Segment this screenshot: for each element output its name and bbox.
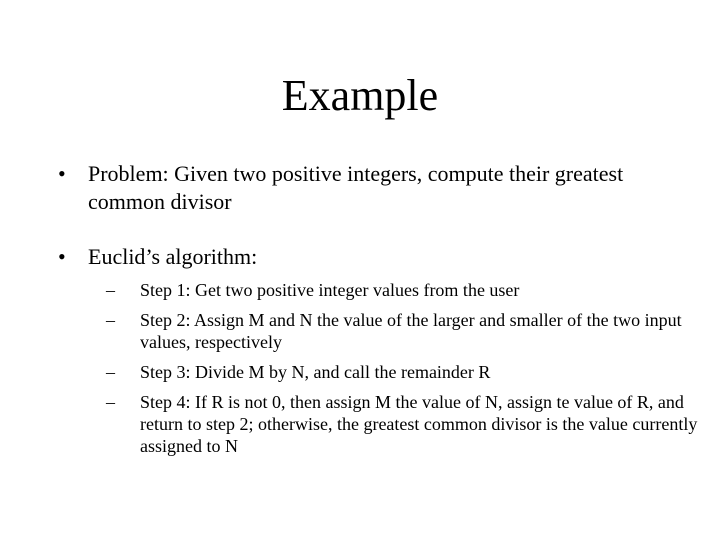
sub-bullet-text: Step 3: Divide M by N, and call the remainder R [140,362,491,382]
bullet-item-euclid [58,243,698,457]
bullet-list [58,160,698,465]
sub-bullet-list [98,279,698,457]
bullet-dot-icon: • [58,161,66,186]
dash-icon: – [106,362,115,382]
dash-icon: – [106,280,115,300]
sub-bullet-text: Step 4: If R is not 0, then assign M the value of N, assign te value of R, and return to step 2; otherwise, the greatest common divisor is the value currently assigned to N [140,392,698,456]
sub-bullet-step-1 [98,279,698,301]
sub-bullet-step-3 [98,361,698,383]
dash-icon: – [106,310,115,330]
bullet-text: Euclid’s algorithm: [88,244,258,269]
dash-icon: – [106,392,115,412]
bullet-text: Problem: Given two positive integers, compute their greatest common divisor [88,161,624,214]
sub-bullet-step-4 [98,391,698,457]
sub-bullet-text: Step 2: Assign M and N the value of the larger and smaller of the two input values, respectively [140,310,682,352]
sub-bullet-text: Step 1: Get two positive integer values from the user [140,280,520,300]
bullet-dot-icon: • [58,244,66,269]
sub-bullet-step-2 [98,309,698,353]
bullet-item-problem [58,160,678,216]
slide-title: Example [281,71,439,120]
